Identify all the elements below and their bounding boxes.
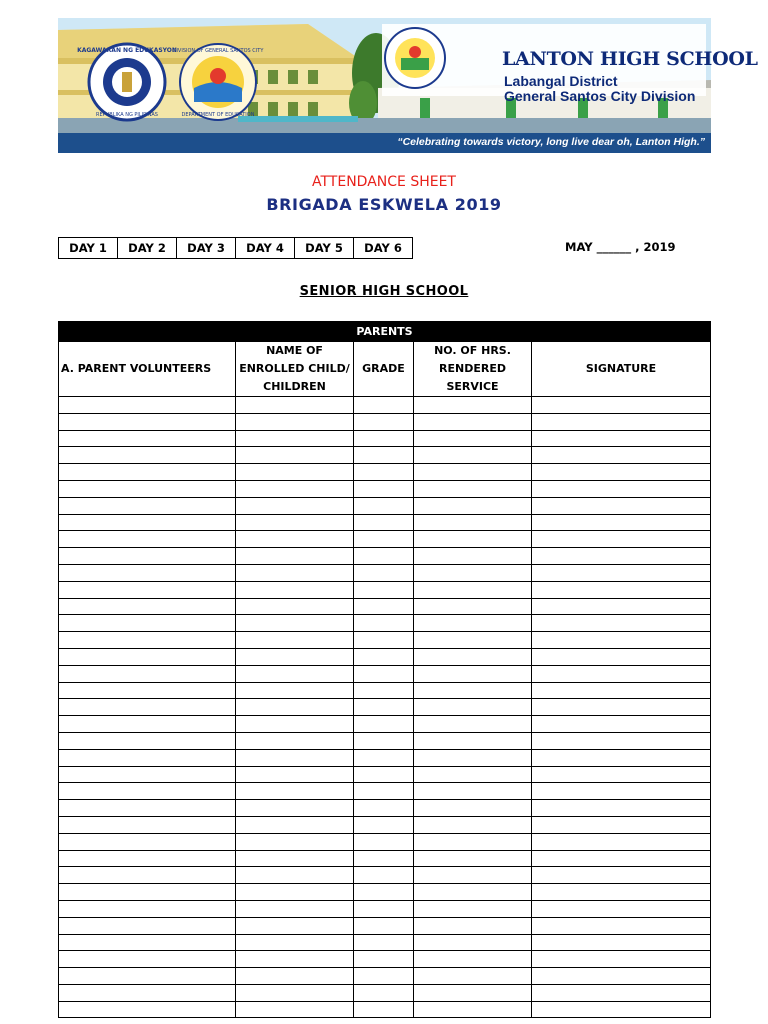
table-row <box>59 564 711 581</box>
column-header-enrolled-child: NAME OF ENROLLED CHILD/ CHILDREN <box>236 342 354 397</box>
table-cell[interactable] <box>354 480 414 497</box>
table-cell[interactable] <box>236 800 354 817</box>
table-cell[interactable] <box>532 833 711 850</box>
table-cell[interactable] <box>414 816 532 833</box>
table-row <box>59 867 711 884</box>
svg-text:DIVISION OF GENERAL SANTOS CIT: DIVISION OF GENERAL SANTOS CITY <box>172 48 264 54</box>
table-cell[interactable] <box>236 632 354 649</box>
table-cell[interactable] <box>59 665 236 682</box>
table-cell[interactable] <box>59 816 236 833</box>
table-cell[interactable] <box>59 732 236 749</box>
table-cell[interactable] <box>354 900 414 917</box>
table-cell[interactable] <box>236 682 354 699</box>
motto-bar <box>58 133 711 153</box>
table-cell[interactable] <box>236 447 354 464</box>
table-row <box>59 749 711 766</box>
table-cell[interactable] <box>354 800 414 817</box>
table-cell[interactable] <box>354 934 414 951</box>
table-cell[interactable] <box>354 665 414 682</box>
table-cell[interactable] <box>414 430 532 447</box>
table-cell[interactable] <box>59 968 236 985</box>
table-cell[interactable] <box>59 464 236 481</box>
table-cell[interactable] <box>354 564 414 581</box>
table-band-label: PARENTS <box>59 322 711 342</box>
table-cell[interactable] <box>354 816 414 833</box>
table-row <box>59 497 711 514</box>
table-cell[interactable] <box>414 581 532 598</box>
school-district: Labangal District <box>504 73 618 89</box>
table-cell[interactable] <box>532 682 711 699</box>
table-cell[interactable] <box>414 833 532 850</box>
svg-text:KAGAWARAN NG EDUKASYON: KAGAWARAN NG EDUKASYON <box>77 47 177 54</box>
table-cell[interactable] <box>59 699 236 716</box>
table-row <box>59 917 711 934</box>
table-cell[interactable] <box>354 581 414 598</box>
table-cell[interactable] <box>414 850 532 867</box>
table-row <box>59 665 711 682</box>
table-cell[interactable] <box>354 413 414 430</box>
table-cell[interactable] <box>236 716 354 733</box>
table-cell[interactable] <box>59 648 236 665</box>
attendance-table <box>58 321 711 1018</box>
table-row <box>59 884 711 901</box>
table-cell[interactable] <box>354 766 414 783</box>
table-cell[interactable] <box>354 514 414 531</box>
day-box-2[interactable]: DAY 2 <box>118 238 177 259</box>
table-cell[interactable] <box>59 800 236 817</box>
table-cell[interactable] <box>236 564 354 581</box>
table-cell[interactable] <box>236 615 354 632</box>
table-cell[interactable] <box>354 682 414 699</box>
table-cell[interactable] <box>414 665 532 682</box>
table-cell[interactable] <box>532 598 711 615</box>
table-cell[interactable] <box>414 480 532 497</box>
table-cell[interactable] <box>532 716 711 733</box>
day-box-6[interactable]: DAY 6 <box>354 238 413 259</box>
table-cell[interactable] <box>532 1001 711 1018</box>
table-cell[interactable] <box>354 648 414 665</box>
table-cell[interactable] <box>59 615 236 632</box>
table-cell[interactable] <box>59 548 236 565</box>
table-cell[interactable] <box>236 867 354 884</box>
table-cell[interactable] <box>236 783 354 800</box>
table-cell[interactable] <box>59 716 236 733</box>
table-cell[interactable] <box>354 984 414 1001</box>
table-cell[interactable] <box>414 917 532 934</box>
table-cell[interactable] <box>532 984 711 1001</box>
table-cell[interactable] <box>532 665 711 682</box>
table-row <box>59 682 711 699</box>
table-cell[interactable] <box>59 766 236 783</box>
day-box-5[interactable]: DAY 5 <box>295 238 354 259</box>
table-cell[interactable] <box>59 430 236 447</box>
table-cell[interactable] <box>236 464 354 481</box>
table-row <box>59 397 711 414</box>
table-cell[interactable] <box>532 531 711 548</box>
table-cell[interactable] <box>532 783 711 800</box>
table-row <box>59 766 711 783</box>
table-cell[interactable] <box>532 581 711 598</box>
day-box-3[interactable]: DAY 3 <box>177 238 236 259</box>
table-cell[interactable] <box>59 480 236 497</box>
table-row <box>59 833 711 850</box>
table-cell[interactable] <box>532 397 711 414</box>
table-row <box>59 900 711 917</box>
table-cell[interactable] <box>532 816 711 833</box>
table-cell[interactable] <box>532 867 711 884</box>
table-cell[interactable] <box>354 716 414 733</box>
school-motto: “Celebrating towards victory, long live dear oh, Lanton High.” <box>397 136 705 148</box>
table-row <box>59 934 711 951</box>
table-cell[interactable] <box>354 1001 414 1018</box>
table-cell[interactable] <box>414 867 532 884</box>
table-cell[interactable] <box>59 900 236 917</box>
table-row <box>59 984 711 1001</box>
table-cell[interactable] <box>354 615 414 632</box>
table-cell[interactable] <box>532 480 711 497</box>
table-cell[interactable] <box>236 548 354 565</box>
table-cell[interactable] <box>532 497 711 514</box>
table-row <box>59 800 711 817</box>
day-selector <box>58 237 413 259</box>
table-cell[interactable] <box>414 968 532 985</box>
table-cell[interactable] <box>236 598 354 615</box>
table-cell[interactable] <box>532 699 711 716</box>
table-row <box>59 598 711 615</box>
table-cell[interactable] <box>59 682 236 699</box>
table-cell[interactable] <box>236 531 354 548</box>
table-cell[interactable] <box>354 850 414 867</box>
table-cell[interactable] <box>414 716 532 733</box>
table-row <box>59 968 711 985</box>
table-cell[interactable] <box>414 984 532 1001</box>
table-cell[interactable] <box>532 850 711 867</box>
table-cell[interactable] <box>414 497 532 514</box>
table-row <box>59 1001 711 1018</box>
table-cell[interactable] <box>59 884 236 901</box>
table-cell[interactable] <box>414 800 532 817</box>
table-cell[interactable] <box>532 884 711 901</box>
table-cell[interactable] <box>354 699 414 716</box>
table-row <box>59 951 711 968</box>
table-row <box>59 816 711 833</box>
table-cell[interactable] <box>236 665 354 682</box>
table-cell[interactable] <box>59 833 236 850</box>
table-cell[interactable] <box>59 749 236 766</box>
table-cell[interactable] <box>414 1001 532 1018</box>
table-cell[interactable] <box>236 413 354 430</box>
table-cell[interactable] <box>236 766 354 783</box>
table-cell[interactable] <box>532 447 711 464</box>
table-row <box>59 648 711 665</box>
table-cell[interactable] <box>354 598 414 615</box>
table-cell[interactable] <box>532 934 711 951</box>
table-row <box>59 850 711 867</box>
table-row <box>59 531 711 548</box>
table-cell[interactable] <box>414 900 532 917</box>
table-cell[interactable] <box>354 917 414 934</box>
table-cell[interactable] <box>532 548 711 565</box>
document-subtitle: BRIGADA ESKWELA 2019 <box>266 195 502 214</box>
table-cell[interactable] <box>414 464 532 481</box>
table-cell[interactable] <box>236 917 354 934</box>
table-cell[interactable] <box>59 934 236 951</box>
table-cell[interactable] <box>532 917 711 934</box>
table-cell[interactable] <box>59 598 236 615</box>
table-cell[interactable] <box>414 951 532 968</box>
table-cell[interactable] <box>236 850 354 867</box>
table-cell[interactable] <box>236 749 354 766</box>
table-cell[interactable] <box>354 430 414 447</box>
table-cell[interactable] <box>236 648 354 665</box>
table-cell[interactable] <box>354 548 414 565</box>
table-cell[interactable] <box>236 581 354 598</box>
table-cell[interactable] <box>532 951 711 968</box>
table-cell[interactable] <box>354 632 414 649</box>
table-cell[interactable] <box>414 783 532 800</box>
table-cell[interactable] <box>59 850 236 867</box>
table-row <box>59 716 711 733</box>
table-row <box>59 548 711 565</box>
table-cell[interactable] <box>236 833 354 850</box>
document-title: ATTENDANCE SHEET <box>312 174 456 190</box>
table-cell[interactable] <box>414 531 532 548</box>
table-cell[interactable] <box>532 564 711 581</box>
day-box-4[interactable]: DAY 4 <box>236 238 295 259</box>
table-cell[interactable] <box>236 514 354 531</box>
table-row <box>59 732 711 749</box>
table-cell[interactable] <box>414 447 532 464</box>
table-row <box>59 615 711 632</box>
table-cell[interactable] <box>414 934 532 951</box>
svg-text:REPUBLIKA NG PILIPINAS: REPUBLIKA NG PILIPINAS <box>96 112 158 118</box>
table-cell[interactable] <box>532 900 711 917</box>
table-row <box>59 480 711 497</box>
table-cell[interactable] <box>59 951 236 968</box>
table-cell[interactable] <box>414 884 532 901</box>
table-cell[interactable] <box>414 514 532 531</box>
table-cell[interactable] <box>354 464 414 481</box>
table-cell[interactable] <box>59 447 236 464</box>
table-cell[interactable] <box>532 615 711 632</box>
table-cell[interactable] <box>236 480 354 497</box>
table-cell[interactable] <box>59 514 236 531</box>
table-cell[interactable] <box>236 1001 354 1018</box>
table-cell[interactable] <box>59 917 236 934</box>
table-cell[interactable] <box>354 531 414 548</box>
table-cell[interactable] <box>354 397 414 414</box>
table-body <box>59 397 711 1018</box>
table-cell[interactable] <box>236 900 354 917</box>
table-cell[interactable] <box>414 732 532 749</box>
table-cell[interactable] <box>236 934 354 951</box>
table-row <box>59 514 711 531</box>
table-cell[interactable] <box>236 430 354 447</box>
table-cell[interactable] <box>414 749 532 766</box>
table-cell[interactable] <box>532 464 711 481</box>
table-cell[interactable] <box>354 968 414 985</box>
table-cell[interactable] <box>59 413 236 430</box>
table-cell[interactable] <box>532 968 711 985</box>
table-cell[interactable] <box>414 598 532 615</box>
table-cell[interactable] <box>59 581 236 598</box>
table-row <box>59 413 711 430</box>
day-box-1[interactable]: DAY 1 <box>59 238 118 259</box>
table-cell[interactable] <box>59 1001 236 1018</box>
table-row <box>59 430 711 447</box>
table-row <box>59 699 711 716</box>
table-cell[interactable] <box>532 749 711 766</box>
table-cell[interactable] <box>59 497 236 514</box>
table-cell[interactable] <box>354 867 414 884</box>
table-cell[interactable] <box>532 413 711 430</box>
table-cell[interactable] <box>414 766 532 783</box>
table-cell[interactable] <box>532 430 711 447</box>
table-cell[interactable] <box>59 531 236 548</box>
table-cell[interactable] <box>354 497 414 514</box>
table-cell[interactable] <box>414 615 532 632</box>
table-cell[interactable] <box>236 884 354 901</box>
school-name: LANTON HIGH SCHOOL <box>502 48 758 70</box>
date-field[interactable]: MAY ______ , 2019 <box>565 240 676 254</box>
table-row <box>59 783 711 800</box>
column-header-grade: GRADE <box>354 342 414 397</box>
svg-text:DEPARTMENT OF EDUCATION: DEPARTMENT OF EDUCATION <box>181 112 255 118</box>
table-cell[interactable] <box>414 632 532 649</box>
table-cell[interactable] <box>532 766 711 783</box>
table-cell[interactable] <box>532 632 711 649</box>
table-row <box>59 464 711 481</box>
school-seal-icon <box>385 28 445 88</box>
section-heading: SENIOR HIGH SCHOOL <box>299 284 469 299</box>
table-cell[interactable] <box>59 867 236 884</box>
table-cell[interactable] <box>414 413 532 430</box>
table-cell[interactable] <box>414 648 532 665</box>
table-cell[interactable] <box>532 800 711 817</box>
table-cell[interactable] <box>354 884 414 901</box>
column-header-signature: SIGNATURE <box>532 342 711 397</box>
table-row <box>59 632 711 649</box>
table-cell[interactable] <box>354 951 414 968</box>
table-cell[interactable] <box>354 783 414 800</box>
table-cell[interactable] <box>236 699 354 716</box>
table-cell[interactable] <box>236 984 354 1001</box>
table-cell[interactable] <box>354 833 414 850</box>
table-cell[interactable] <box>414 564 532 581</box>
table-cell[interactable] <box>532 732 711 749</box>
school-division: General Santos City Division <box>504 88 696 104</box>
table-cell[interactable] <box>236 816 354 833</box>
table-cell[interactable] <box>236 732 354 749</box>
table-cell[interactable] <box>236 397 354 414</box>
table-row <box>59 447 711 464</box>
table-cell[interactable] <box>236 497 354 514</box>
table-cell[interactable] <box>236 968 354 985</box>
table-cell[interactable] <box>354 749 414 766</box>
table-cell[interactable] <box>236 951 354 968</box>
table-row <box>59 581 711 598</box>
table-cell[interactable] <box>414 548 532 565</box>
table-cell[interactable] <box>532 514 711 531</box>
table-cell[interactable] <box>59 783 236 800</box>
table-cell[interactable] <box>59 632 236 649</box>
table-cell[interactable] <box>354 447 414 464</box>
table-cell[interactable] <box>414 682 532 699</box>
column-header-parent-volunteers: A. PARENT VOLUNTEERS <box>59 342 236 397</box>
table-cell[interactable] <box>59 397 236 414</box>
table-cell[interactable] <box>59 564 236 581</box>
table-cell[interactable] <box>414 699 532 716</box>
table-cell[interactable] <box>59 984 236 1001</box>
table-cell[interactable] <box>532 648 711 665</box>
table-cell[interactable] <box>354 732 414 749</box>
table-cell[interactable] <box>414 397 532 414</box>
column-header-hours: NO. OF HRS. RENDERED SERVICE <box>414 342 532 397</box>
